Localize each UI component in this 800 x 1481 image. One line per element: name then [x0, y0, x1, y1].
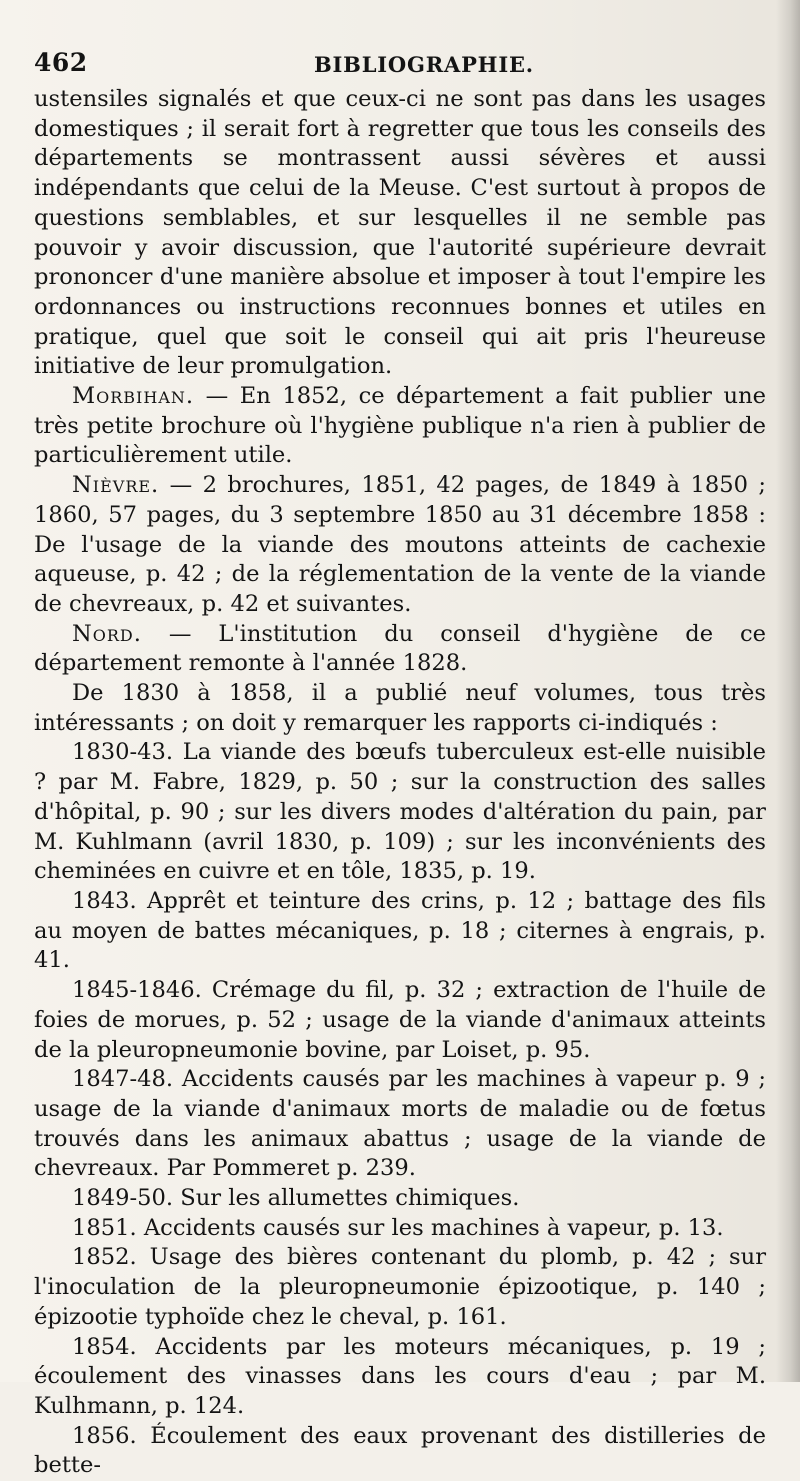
paragraph-text: 1847-48. Accidents causés par les machines à vapeur p. 9 ; usage de la viande d'animaux morts de maladie ou de fœtus trouvés dans les animaux abattus ; usage de la viande de chevreaux. Par Pommeret p. 239.	[34, 1066, 766, 1182]
paragraph-text: De 1830 à 1858, il a publié neuf volumes, tous très intéressants ; on doit y remarquer les rapports ci-indiqués :	[34, 680, 766, 736]
paragraph-nord	[34, 620, 766, 679]
page-edge-shadow	[776, 0, 800, 1382]
page-header	[34, 42, 766, 82]
paragraph-text: 1852. Usage des bières contenant du plomb, p. 42 ; sur l'inoculation de la pleuropneumonie épizootique, p. 140 ; épizootie typhoïde chez le cheval, p. 161.	[34, 1244, 766, 1330]
paragraph-text: 1843. Apprêt et teinture des crins, p. 12 ; battage des fils au moyen de battes mécaniques, p. 18 ; citernes à engrais, p. 41.	[34, 887, 766, 974]
paragraph-text: 1845-1846. Crémage du fil, p. 32 ; extraction de l'huile de foies de morues, p. 52 ; usage de la viande d'animaux atteints de la pleuropneumonie bovine, par Loiset, p. 95.	[34, 977, 766, 1063]
department-name: Nord.	[72, 620, 142, 647]
paragraph-1843	[34, 887, 766, 976]
page-number: 462	[34, 48, 88, 77]
paragraph-text: 1830-43. La viande des bœufs tuberculeux est-elle nuisible ? par M. Fabre, 1829, p. 50 ; sur la construction des salles d'hôpital, p. 90 ; sur les divers modes d'altération du pain, par M. Kuhlmann (avril 1830, p. 109) ; sur les inconvénients des cheminées en cuivre et en tôle, 1835, p. 19.	[34, 739, 766, 885]
paragraph-1849-50	[34, 1184, 766, 1214]
running-title: BIBLIOGRAPHIE.	[314, 52, 534, 77]
paragraph-text: 1849-50. Sur les allumettes chimiques.	[72, 1185, 520, 1212]
paragraph-text: — L'institution du conseil d'hygiène de ce département remonte à l'année 1828.	[34, 620, 766, 677]
paragraph-1852	[34, 1243, 766, 1332]
paragraph-morbihan	[34, 382, 766, 471]
paragraph-1854	[34, 1333, 766, 1422]
paragraph-1847-48	[34, 1065, 766, 1184]
department-name: Morbihan.	[72, 383, 195, 410]
paragraph-text: — En 1852, ce département a fait publier une très petite brochure où l'hygiène publique n'a rien à publier de particulièrement utile.	[34, 383, 766, 469]
paragraph-text: ustensiles signalés et que ceux-ci ne sont pas dans les usages domestiques ; il serait fort à regretter que tous les conseils des départements se montrassent aussi sévères et aussi indépendants que celui de la Meuse. C'est surtout à propos de questions semblables, et sur lesquelles il ne semble pas pouvoir y avoir discussion, que l'autorité supérieure devrait prononcer d'une manière absolue et imposer à tout l'empire les ordonnances ou instructions reconnues bonnes et utiles en pratique, quel que soit le conseil qui ait pris l'heureuse initiative de leur promulgation.	[34, 86, 766, 380]
paragraph-1830-43	[34, 738, 766, 887]
paragraph-text: — 2 brochures, 1851, 42 pages, de 1849 à 1850 ; 1860, 57 pages, du 3 septembre 1850 au 31 décembre 1858 : De l'usage de la viande des moutons atteints de cachexie aqueuse, p. 42 ; de la réglementation de la vente de la viande de chevreaux, p. 42 et suivantes.	[34, 472, 766, 617]
paragraph-1845-1846	[34, 976, 766, 1065]
paragraph-1856	[34, 1422, 766, 1481]
paragraph-text: 1856. Écoulement des eaux provenant des distilleries de bette-	[34, 1422, 766, 1479]
paragraph-nievre	[34, 471, 766, 620]
paragraph-intro	[34, 85, 766, 382]
paragraph-text: 1851. Accidents causés sur les machines à vapeur, p. 13.	[72, 1214, 724, 1241]
page-text-block	[34, 42, 766, 1481]
paragraph-volumes	[34, 679, 766, 738]
paragraph-1851	[34, 1214, 766, 1244]
paragraph-text: 1854. Accidents par les moteurs mécaniques, p. 19 ; écoulement des vinasses dans les cours d'eau ; par M. Kulhmann, p. 124.	[34, 1333, 766, 1419]
department-name: Nièvre.	[72, 472, 160, 499]
